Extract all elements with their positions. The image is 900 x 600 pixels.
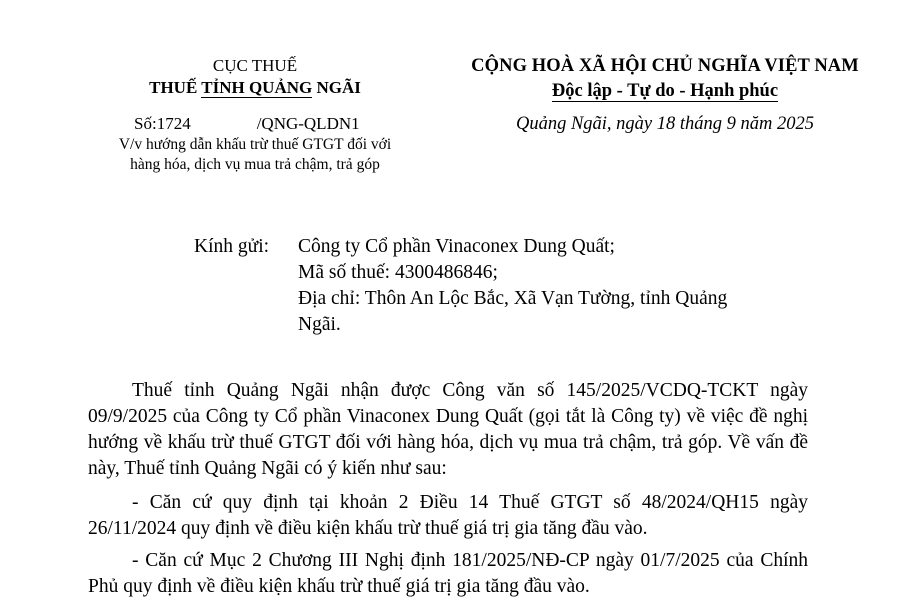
national-motto-text: Độc lập - Tự do - Hạnh phúc	[551, 81, 779, 101]
place-date-month: 9	[726, 114, 736, 134]
recipient-line: Ngãi.	[298, 314, 341, 335]
place-date-day: 18	[656, 114, 676, 134]
subject-line-1: V/v hướng dẫn khấu trừ thuế GTGT đối với	[118, 136, 392, 153]
recipient-line: Công ty Cổ phần Vinaconex Dung Quất;	[298, 236, 615, 257]
recipient-line: Địa chỉ: Thôn An Lộc Bắc, Xã Vạn Tường, tỉnh Quảng	[298, 288, 728, 309]
doc-no-suffix: /QNG-QLDN1	[256, 114, 360, 133]
subject-line-2: hàng hóa, dịch vụ mua trả chậm, trả góp	[130, 156, 380, 173]
doc-no-label: Số:	[134, 114, 157, 133]
agency-subname-pre: THUẾ	[149, 78, 202, 97]
recipient-label: Kính gửi:	[194, 236, 270, 257]
place-date-mid: tháng	[675, 114, 727, 134]
national-title: CỘNG HOÀ XÃ HỘI CHỦ NGHĨA VIỆT NAM	[471, 56, 859, 76]
place-date-post: năm 2025	[735, 114, 815, 134]
body-paragraph: - Căn cứ quy định tại khoản 2 Điều 14 Thuế GTGT số 48/2024/QH15 ngày 26/11/2024 quy định về điều kiện khấu trừ thuế giá trị gia tăng đầu vào.	[88, 492, 808, 539]
place-date-pre: Quảng Ngãi, ngày	[515, 114, 657, 134]
body-paragraph: Thuế tỉnh Quảng Ngãi nhận được Công văn số 145/2025/VCDQ-TCKT ngày 09/9/2025 của Công ty Cổ phần Vinaconex Dung Quất (gọi tắt là Công ty) về việc đề nghị hướng về khấu trừ thuế GTGT đối với hàng hóa, dịch vụ mua trả chậm, trả góp. Về vấn đề này, Thuế tỉnh Quảng Ngãi có ý kiến như sau:	[88, 380, 808, 479]
agency-subname-post: NGÃI	[312, 78, 361, 97]
body-paragraph: - Căn cứ Mục 2 Chương III Nghị định 181/2025/NĐ-CP ngày 01/7/2025 của Chính Phủ quy định về điều kiện khấu trừ thuế giá trị gia tăng đầu vào.	[88, 550, 808, 597]
agency-subname-underlined: TỈNH QUẢNG	[201, 78, 313, 97]
agency-name: CỤC THUẾ	[212, 56, 298, 75]
national-motto	[430, 81, 900, 102]
doc-no-value: 1724	[156, 114, 191, 133]
place-date	[430, 114, 900, 135]
recipient-line: Mã số thuế: 4300486846;	[298, 262, 498, 283]
agency-subname	[80, 78, 430, 98]
document-number	[134, 114, 360, 134]
